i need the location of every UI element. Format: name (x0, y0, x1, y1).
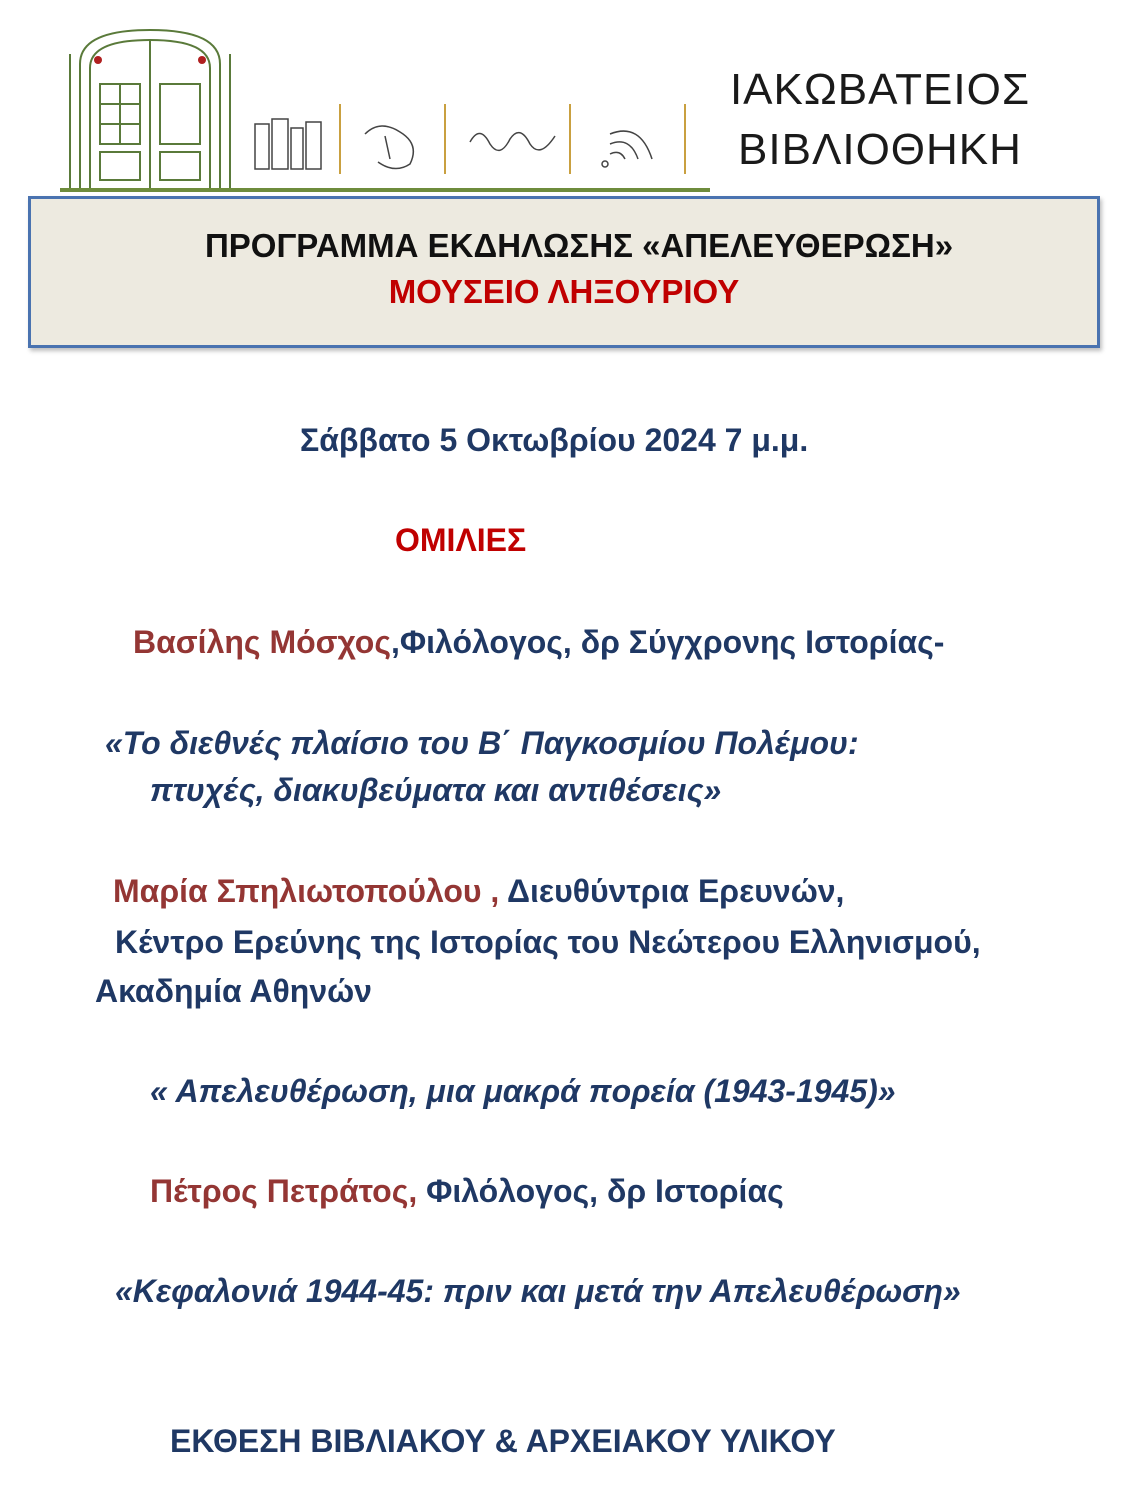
books-icon (255, 119, 321, 169)
exhibition-notice: ΕΚΘΕΣΗ ΒΙΒΛΙΑΚΟΥ & ΑΡΧΕΙΑΚΟΥ ΥΛΙΚΟΥ (170, 1423, 836, 1459)
scroll-icon (365, 126, 413, 169)
speaker-3-name: Πέτρος Πετράτος, (150, 1173, 418, 1209)
speaker-2-name: Μαρία Σπηλιωτοπούλου , (113, 873, 500, 909)
library-name (720, 60, 1040, 180)
wave-icon (602, 131, 652, 167)
speaker-1-name: Βασίλης Μόσχος (133, 624, 391, 660)
speaker-3 (150, 1173, 784, 1210)
section-heading: ΟΜΙΛΙΕΣ (395, 522, 527, 558)
speaker-1-talk-line2: πτυχές, διακυβεύματα και αντιθέσεις» (150, 772, 722, 808)
speaker-2-role: Διευθύντρια Ερευνών, (499, 873, 845, 909)
speaker-1-talk-line1: «Το διεθνές πλαίσιο του Β΄ Παγκοσμίου Πολέμου: (105, 725, 859, 761)
speaker-3-role: Φιλόλογος, δρ Ιστορίας (417, 1173, 784, 1209)
banner-title: ΠΡΟΓΡΑΜΜΑ ΕΚΔΗΛΩΣΗΣ «ΑΠΕΛΕΥΘΕΡΩΣΗ» (204, 227, 954, 264)
speaker-1 (133, 624, 944, 661)
banner-venue: ΜΟΥΣΕΙΟ ΛΗΞΟΥΡΙΟΥ (388, 273, 740, 310)
speaker-1-role: ,Φιλόλογος, δρ Σύγχρονης Ιστορίας- (390, 624, 945, 660)
speaker-2-talk: « Απελευθέρωση, μια μακρά πορεία (1943-1945)» (150, 1073, 896, 1109)
writing-icon (470, 133, 555, 151)
speaker-2 (113, 873, 844, 910)
event-date: Σάββατο 5 Οκτωβρίου 2024 7 μ.μ. (300, 422, 809, 458)
speaker-2-affiliation-line2: Ακαδημία Αθηνών (95, 973, 372, 1009)
library-name-line1: ΙΑΚΩΒΑΤΕΙΟΣ (729, 65, 1031, 114)
library-logo (60, 24, 715, 194)
program-banner (28, 196, 1100, 348)
library-name-line2: ΒΙΒΛΙΟΘΗΚΗ (738, 125, 1022, 174)
speaker-3-talk: «Κεφαλονιά 1944-45: πριν και μετά την Απελευθέρωση» (115, 1273, 961, 1309)
speaker-2-affiliation-line1: Κέντρο Ερεύνης της Ιστορίας του Νεώτερου Ελληνισμού, (115, 924, 981, 960)
